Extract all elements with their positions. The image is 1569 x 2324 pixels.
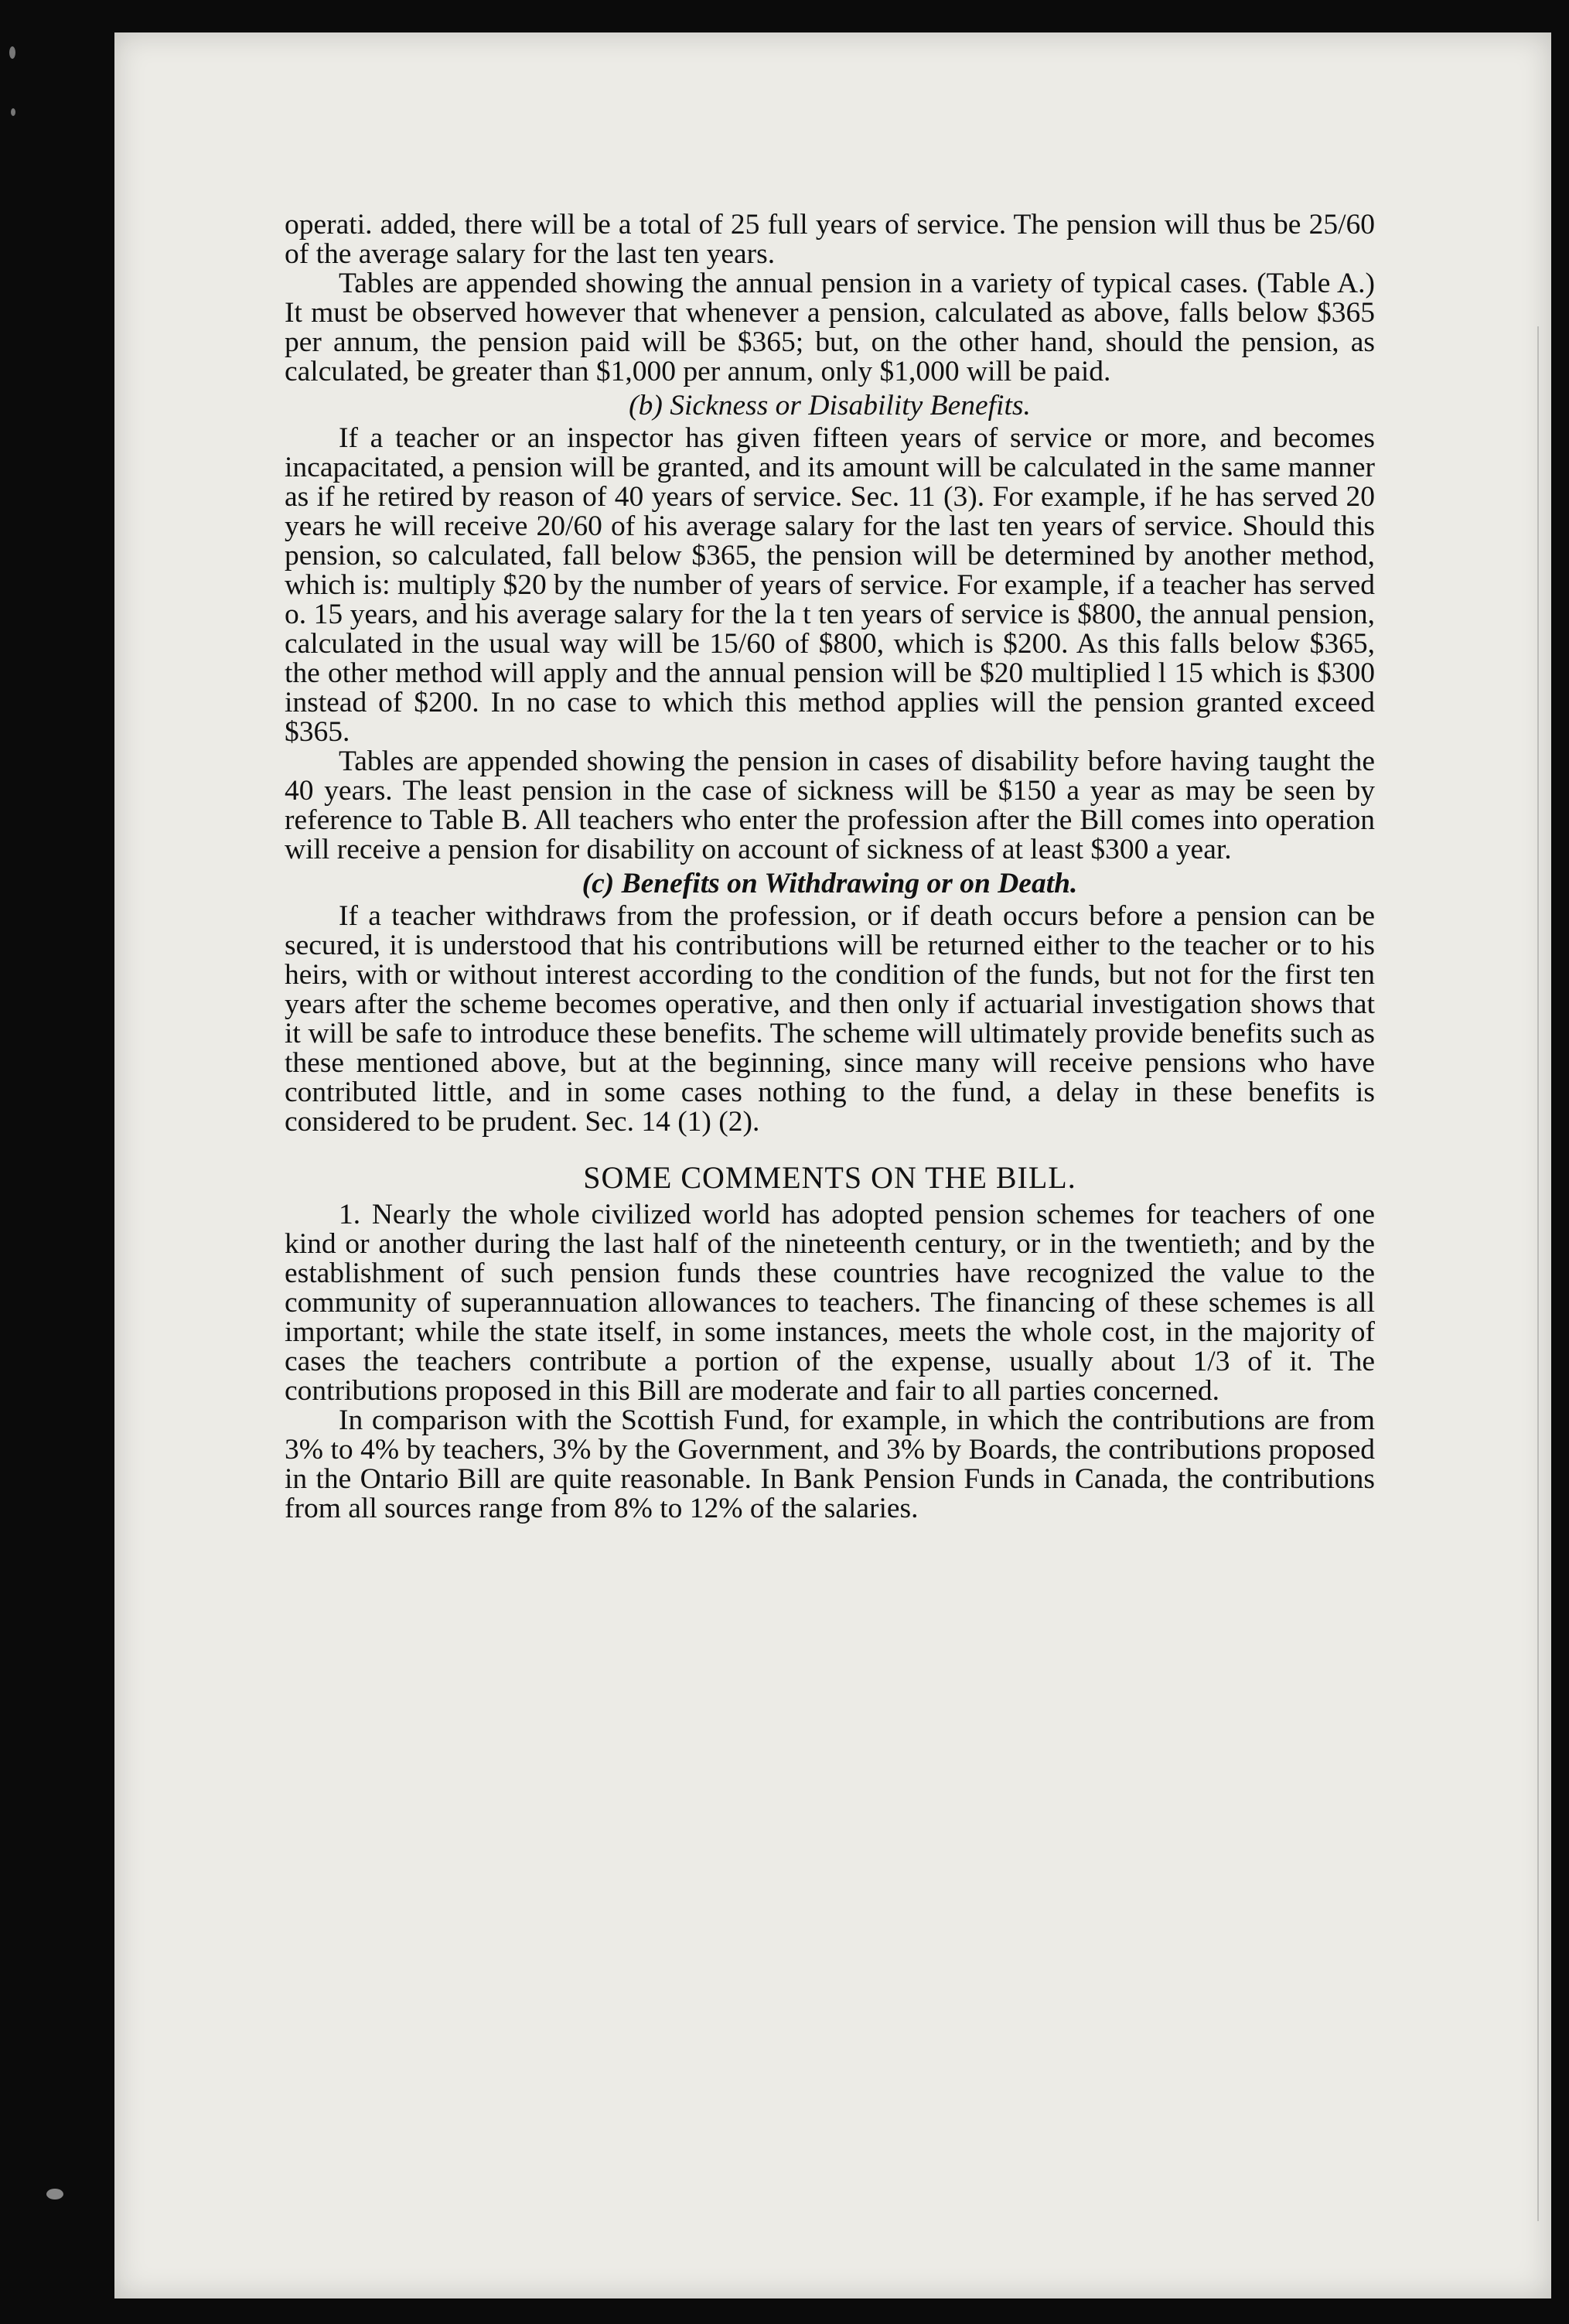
heading-c-label: (c) bbox=[582, 868, 615, 899]
page-fold-line bbox=[1537, 326, 1539, 2221]
heading-c-title: Benefits on Withdrawing or on Death. bbox=[621, 868, 1078, 899]
scan-speck bbox=[9, 46, 15, 59]
paragraph-withdrawal: If a teacher withdraws from the profession, or if death occurs before a pension can be secured, it is understood that his contributions will be returned either to the teacher or to his heirs, with or without interest according to the condition of the funds, but not for the first ten years after the scheme becomes operative, and then only if actuarial investigation shows that it will be safe to introduce these benefits. The scheme will ultimately provide benefits such as these mentioned above, but at the beginning, since many will receive pensions who have contributed little, and in some cases nothing to the fund, a delay in these benefits is considered to be prudent. Sec. 14 (1) (2). bbox=[285, 900, 1375, 1138]
scan-speck bbox=[11, 108, 15, 116]
section-title-comments: SOME COMMENTS ON THE BILL. bbox=[583, 1160, 1076, 1195]
heading-withdrawal-benefits bbox=[285, 869, 1375, 899]
paragraph-pension-years: operati. added, there will be a total of 25 full years of service. The pension will thus be 25/60 of the average salary for the last ten years. bbox=[285, 209, 1375, 270]
scan-speck bbox=[46, 2189, 63, 2199]
paragraph-tables-annual: Tables are appended showing the annual pension in a variety of typical cases. (Table A.) It must be observed however that whenever a pension, calculated as above, falls below $365 per annum, the pension paid will be $365; but, on the other hand, should the pension, as calculated, be greater than $1,000 per annum, only $1,000 will be paid. bbox=[285, 268, 1375, 387]
paragraph-incapacity: If a teacher or an inspector has given fifteen years of service or more, and becomes incapacitated, a pension will be granted, and its amount will be calculated in the same manner as if he retired by reason of 40 years of service. Sec. 11 (3). For example, if he has served 20 years he will receive 20/60 of his average salary for the last ten years of service. Should this pension, so calculated, fall below $365, the pension will be determined by another method, which is: multiply $20 by the number of years of service. For example, if a teacher has served o. 15 years, and his average salary for the la t ten years of service is $800, the annual pension, calculated in the usual way will be 15/60 of $800, which is $200. As this falls below $365, the other method will apply and the annual pension will be $20 multiplied l 15 which is $300 instead of $200. In no case to which this method applies will the pension granted exceed $365. bbox=[285, 422, 1375, 748]
paragraph-disability-tables: Tables are appended showing the pension in cases of disability before having taught the 40 years. The least pension in the case of sickness will be $150 a year as may be seen by reference to Table B. All teachers who enter the profession after the Bill comes into operation will receive a pension for disability on account of sickness of at least $300 a year. bbox=[285, 746, 1375, 865]
heading-sickness-benefits bbox=[285, 391, 1375, 421]
paragraph-comments-1: 1. Nearly the whole civilized world has adopted pension schemes for teachers of one kind or another during the last half of the nineteenth century, or in the twentieth; and by the establishment of such pension funds these countries have recognized the value to the community of superannuation allowances to teachers. The financing of these schemes is all important; while the state itself, in some instances, meets the whole cost, in the majority of cases the teachers contribute a portion of the expense, usually about 1/3 of it. The contributions proposed in this Bill are moderate and fair to all parties concerned. bbox=[285, 1199, 1375, 1407]
heading-b-label: (b) bbox=[629, 390, 663, 421]
paragraph-scottish-fund: In comparison with the Scottish Fund, for example, in which the contributions are from 3% to 4% by teachers, 3% by the Government, and 3% by Boards, the contributions proposed in the Ontario Bill are quite reasonable. In Bank Pension Funds in Canada, the contributions from all sources range from 8% to 12% of the salaries. bbox=[285, 1404, 1375, 1524]
heading-b-title: Sickness or Disability Benefits. bbox=[670, 390, 1031, 421]
document-body bbox=[285, 210, 1375, 1524]
document-page bbox=[114, 32, 1551, 2298]
